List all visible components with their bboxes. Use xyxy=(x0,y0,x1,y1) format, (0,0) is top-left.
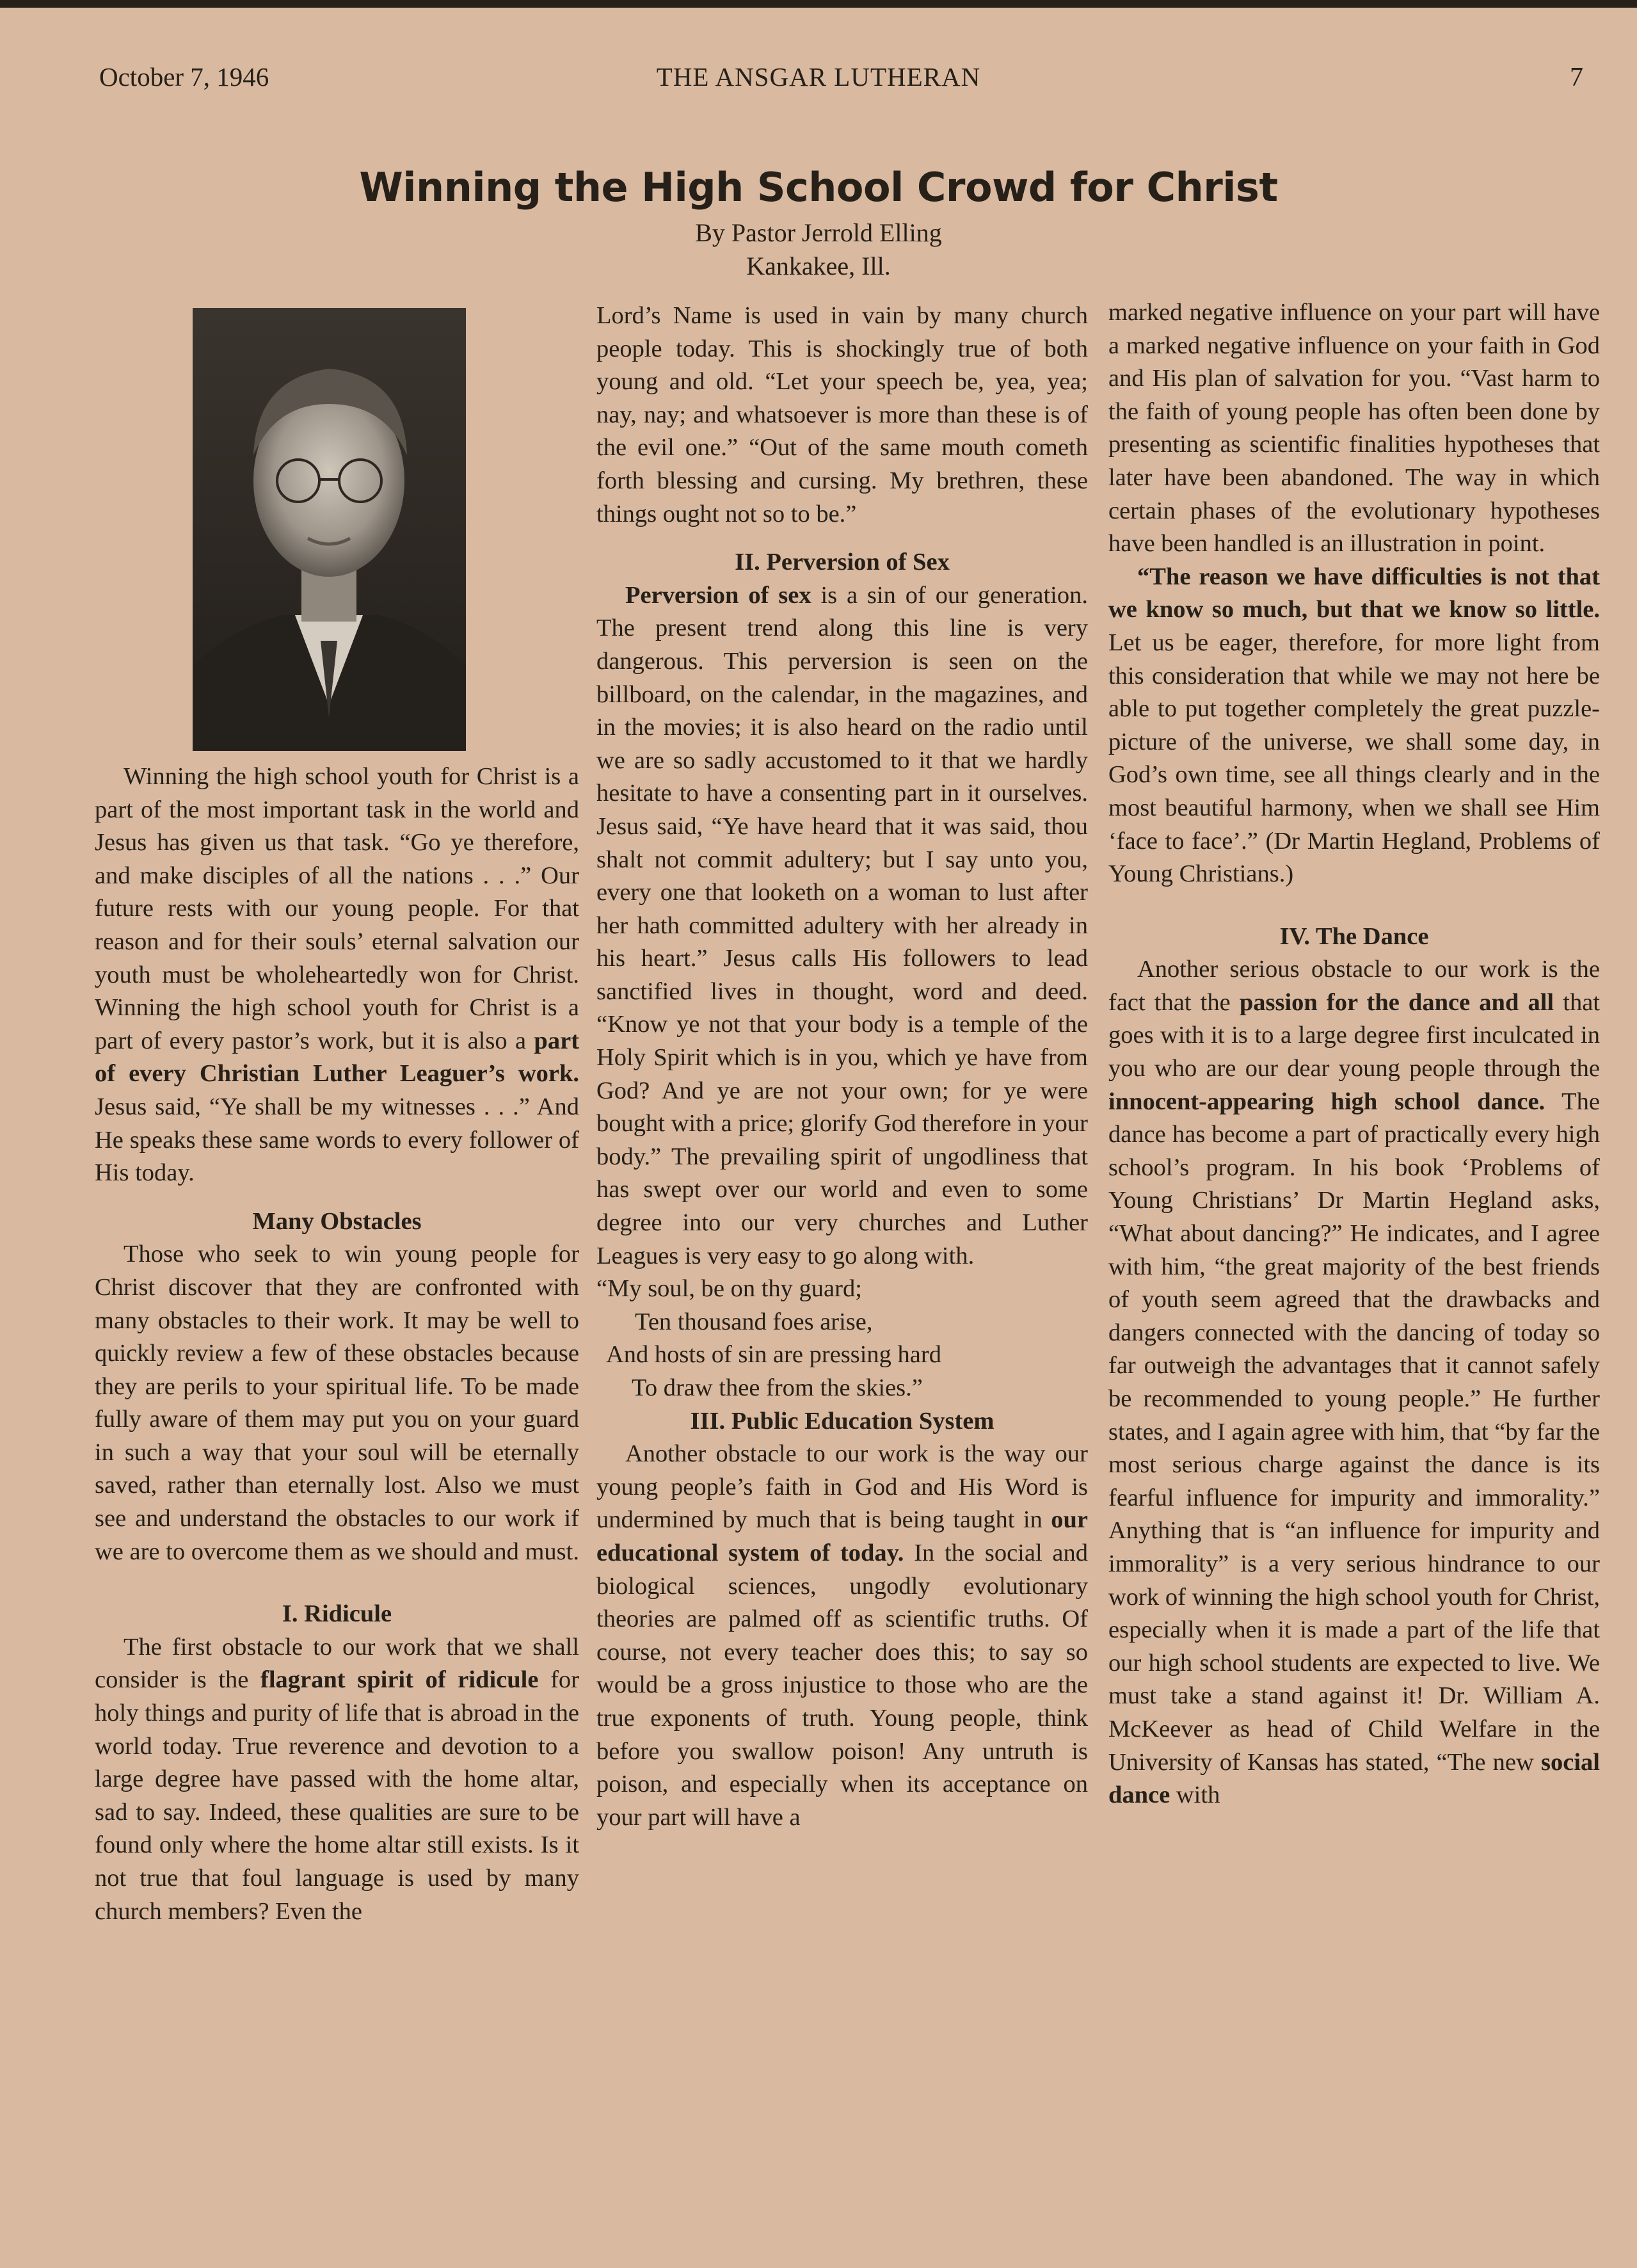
article-column-3 xyxy=(1108,296,1600,1812)
page-top-edge xyxy=(0,0,1637,8)
col1-paragraph-ridicule: The first obstacle to our work that we shall consider is the flagrant spirit of ridicule for holy things and purity of life that is abroad in the world today. True reverence and devotion to a large degree have passed with the home altar, sad to say. Indeed, these qualities are sure to be found only where the home altar still exists. Is it not true that foul language is used by many church members? Even the xyxy=(95,1633,579,1925)
col3-paragraph-continued: marked negative influence on your part will have a marked negative influence on your faith in God and His plan of salvation for you. “Vast harm to the faith of young people has often been done by presenting as scientific finalities hypotheses that later have been abandoned. The way in which certain phases of the evolutionary hypotheses have been handled is an illustration in point. xyxy=(1108,299,1600,558)
header-date: October 7, 1946 xyxy=(99,62,269,92)
col2-paragraph-continued: Lord’s Name is used in vain by many church people today. This is shockingly true of both young and old. “Let your speech be, yea, yea; nay, nay; and whatsoever is more than these is of the evil one.” “Out of the same mouth cometh forth blessing and cursing. My brethren, these things ought not so to be.” xyxy=(596,302,1088,527)
col1-paragraph-obstacles: Those who seek to win young people for Christ discover that they are confronted with many obstacles to their work. It may be well to quickly review a few of these obstacles because they are perils to your spiritual life. To be made fully aware of them may put you on your guard in such a way that your soul will be eternally saved, rather than eternally lost. Also we must see and understand the obstacles to our work if we are to overcome them as we should and must. xyxy=(95,1241,579,1565)
hymn-line-4: To draw thee from the skies.” xyxy=(632,1374,923,1401)
heading-public-education: III. Public Education System xyxy=(690,1407,994,1435)
heading-perversion-of-sex: II. Perversion of Sex xyxy=(735,549,950,576)
article-column-1 xyxy=(95,760,579,1928)
col1-paragraph-intro: Winning the high school youth for Christ is a part of the most important task in the world and Jesus has given us that task. “Go ye therefore, and make disciples of all the nations . . .” Our future rests with our young people. For that reason and for their souls’ eternal salvation our youth must be wholeheartedly won for Christ. Winning the high school youth for Christ is a part of every pastor’s work, but it is also a part of every Christian Luther Leaguer’s work. Jesus said, “Ye shall be my witnesses . . .” And He speaks these same words to every follower of His today. xyxy=(95,763,579,1187)
article-title: Winning the High School Crowd for Christ xyxy=(359,164,1278,211)
article-location: Kankakee, Ill. xyxy=(746,252,891,280)
header-page-number: 7 xyxy=(1570,63,1583,92)
heading-many-obstacles: Many Obstacles xyxy=(252,1207,422,1235)
heading-ridicule: I. Ridicule xyxy=(282,1600,392,1628)
hymn-line-1: “My soul, be on thy guard; xyxy=(596,1275,862,1303)
hymn-quotation xyxy=(596,1273,1088,1404)
hymn-line-2: Ten thousand foes arise, xyxy=(635,1308,873,1335)
article-column-2 xyxy=(596,300,1088,1834)
author-portrait-photo xyxy=(193,308,466,751)
heading-the-dance: IV. The Dance xyxy=(1279,922,1429,950)
article-byline: By Pastor Jerrold Elling xyxy=(695,218,942,247)
col3-paragraph-dance: Another serious obstacle to our work is the fact that the passion for the dance and all that goes with it is to a large degree first inculcated in you who are our dear young people through the innocent-appearing high school dance. The dance has become a part of practically every high school’s program. In his book ‘Problems of Young Christians’ Dr Martin Hegland asks, “What about dancing?” He indicates, and I agree with him, “the great majority of the best friends of youth seem agreed that the drawbacks and dangers connected with the dancing of today so far outweigh the advantages that it cannot safely be recommended to young people.” He further states, and I again agree with him, that “by far the most serious charge against the dance is its fearful influence for impurity and immorality.” Anything that is “an influence for impurity and immorality” is a very serious hindrance to our work of winning the high school youth for Christ, especially when it is made a part of the life that our high school students are expected to live. We must take a stand against it! Dr. William A. McKeever as head of Child Welfare in the University of Kansas has stated, “The new social dance with xyxy=(1108,956,1600,1809)
col3-paragraph-reason: “The reason we have difficulties is not that we know so much, but that we know so little. Let us be eager, therefore, for more light from this consideration that while we may not here be able to put together completely the great puzzle-picture of the universe, we shall some day, in God’s own time, see all things clearly and in the most beautiful harmony, when we shall see Him ‘face to face’.” (Dr Martin Hegland, Problems of Young Christians.) xyxy=(1108,563,1600,888)
col2-paragraph-education: Another obstacle to our work is the way our young people’s faith in God and His Word is undermined by much that is being taught in our educational system of today. In the social and biological sciences, ungodly evolutionary theories are palmed off as scientific truths. Of course, not every teacher does this; to say so would be a gross injustice to those who are the true exponents of truth. Young people, think before you swallow poison! Any untruth is poison, and especially when its acceptance on your part will have a xyxy=(596,1440,1089,1831)
hymn-line-3: And hosts of sin are pressing hard xyxy=(606,1341,941,1369)
col2-paragraph-perversion: Perversion of sex is a sin of our generation. The present trend along this line is very dangerous. This perversion is seen on the billboard, on the calendar, in the magazines, and in the movies; it is also heard on the radio until we are so sadly accustomed to it that we hardly hesitate to have a consenting part in it ourselves. Jesus said, “Ye have heard that it was said, thou shalt not commit adultery; but I say unto you, every one that looketh on a woman to lust after her hath committed adultery with her already in his heart.” Jesus calls His followers to lead sanctified lives in thought, word and deed. “Know ye not that your body is a temple of the Holy Spirit which is in you, which ye have from God? And ye are not your own; for ye were bought with a price; glorify God therefore in your body.” The prevailing spirit of ungodliness that has swept over our world and even to some degree into our very churches and Luther Leagues is very easy to go along with. xyxy=(596,581,1088,1269)
header-publication: THE ANSGAR LUTHERAN xyxy=(656,62,981,92)
